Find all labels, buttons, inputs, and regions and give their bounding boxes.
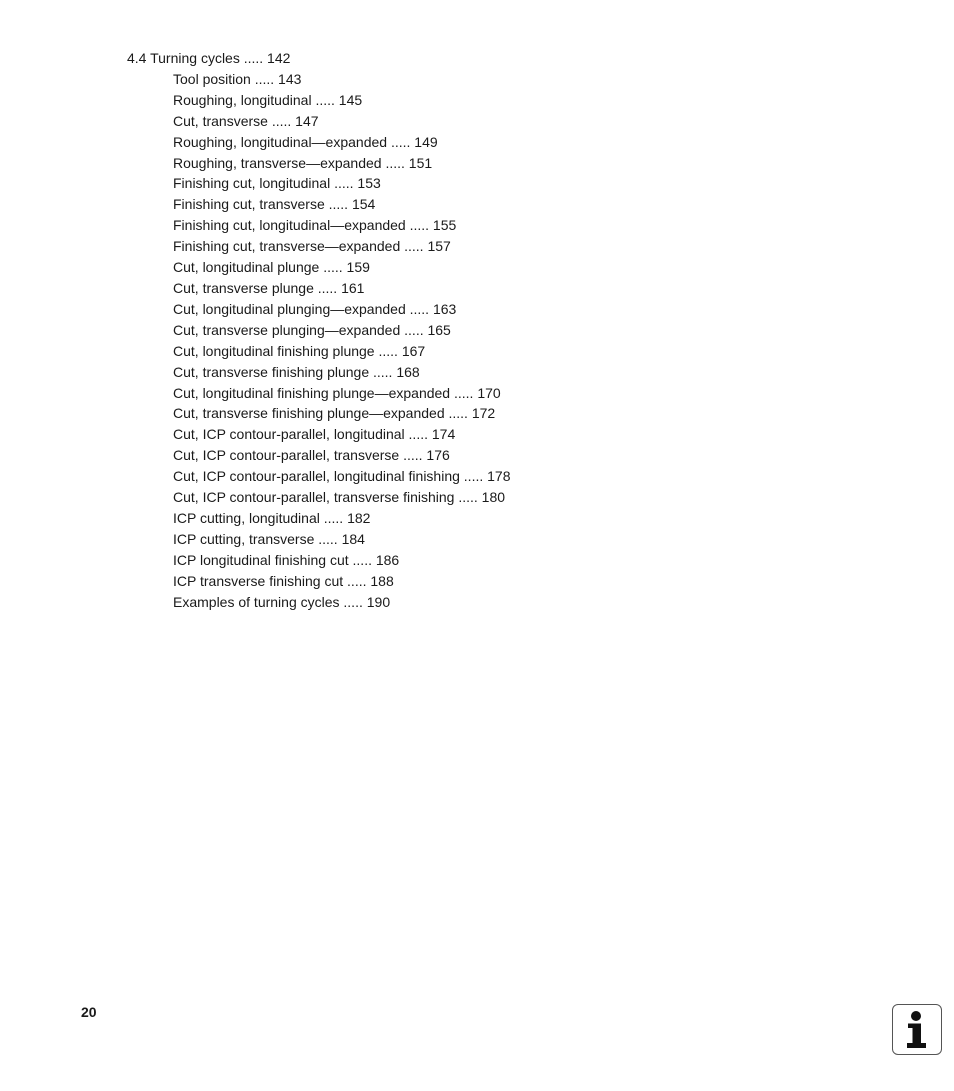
toc-entry: Finishing cut, longitudinal ..... 153 bbox=[173, 175, 381, 192]
info-icon bbox=[892, 1004, 942, 1055]
toc-entry: Cut, longitudinal plunge ..... 159 bbox=[173, 259, 370, 276]
toc-entry: Roughing, longitudinal—expanded ..... 149 bbox=[173, 133, 438, 150]
toc-entry: Cut, longitudinal finishing plunge ..... 167 bbox=[173, 342, 426, 359]
toc-entry: Finishing cut, longitudinal—expanded ..... 155 bbox=[173, 217, 457, 234]
info-icon-glyph bbox=[893, 1005, 940, 1053]
toc-entry: Cut, transverse plunge ..... 161 bbox=[173, 279, 365, 296]
toc-entry: Finishing cut, transverse—expanded ..... 157 bbox=[173, 238, 451, 255]
toc-entry: Cut, ICP contour-parallel, transverse ..... 176 bbox=[173, 447, 450, 464]
toc-entry: Cut, transverse finishing plunge ..... 168 bbox=[173, 363, 420, 380]
toc-entry: Cut, ICP contour-parallel, longitudinal ..... 174 bbox=[173, 426, 456, 443]
toc-entry: ICP cutting, longitudinal ..... 182 bbox=[173, 509, 371, 526]
toc-entry: Cut, ICP contour-parallel, transverse finishing ..... 180 bbox=[173, 489, 506, 506]
toc-entry: Finishing cut, transverse ..... 154 bbox=[173, 196, 376, 213]
page-number: 20 bbox=[81, 1004, 97, 1020]
toc-entry: ICP transverse finishing cut ..... 188 bbox=[173, 572, 394, 589]
toc-entry: Cut, ICP contour-parallel, longitudinal finishing ..... 178 bbox=[173, 468, 511, 485]
toc-entry: Tool position ..... 143 bbox=[173, 70, 302, 87]
toc-entry: Cut, transverse ..... 147 bbox=[173, 112, 319, 129]
toc-entry: Cut, transverse finishing plunge—expanded ..... 172 bbox=[173, 405, 496, 422]
toc-entry: Examples of turning cycles ..... 190 bbox=[173, 593, 391, 610]
toc-entry: ICP longitudinal finishing cut ..... 186 bbox=[173, 551, 400, 568]
table-of-contents bbox=[127, 48, 827, 612]
toc-entry: Cut, longitudinal plunging—expanded ..... 163 bbox=[173, 300, 457, 317]
toc-section-heading: 4.4 Turning cycles ..... 142 bbox=[127, 50, 291, 66]
toc-entry: Roughing, longitudinal ..... 145 bbox=[173, 91, 363, 108]
toc-entry-list bbox=[127, 69, 827, 613]
toc-entry: Cut, longitudinal finishing plunge—expanded ..... 170 bbox=[173, 384, 501, 401]
toc-entry: Cut, transverse plunging—expanded ..... 165 bbox=[173, 321, 451, 338]
toc-entry: Roughing, transverse—expanded ..... 151 bbox=[173, 154, 433, 171]
toc-entry: ICP cutting, transverse ..... 184 bbox=[173, 530, 365, 547]
